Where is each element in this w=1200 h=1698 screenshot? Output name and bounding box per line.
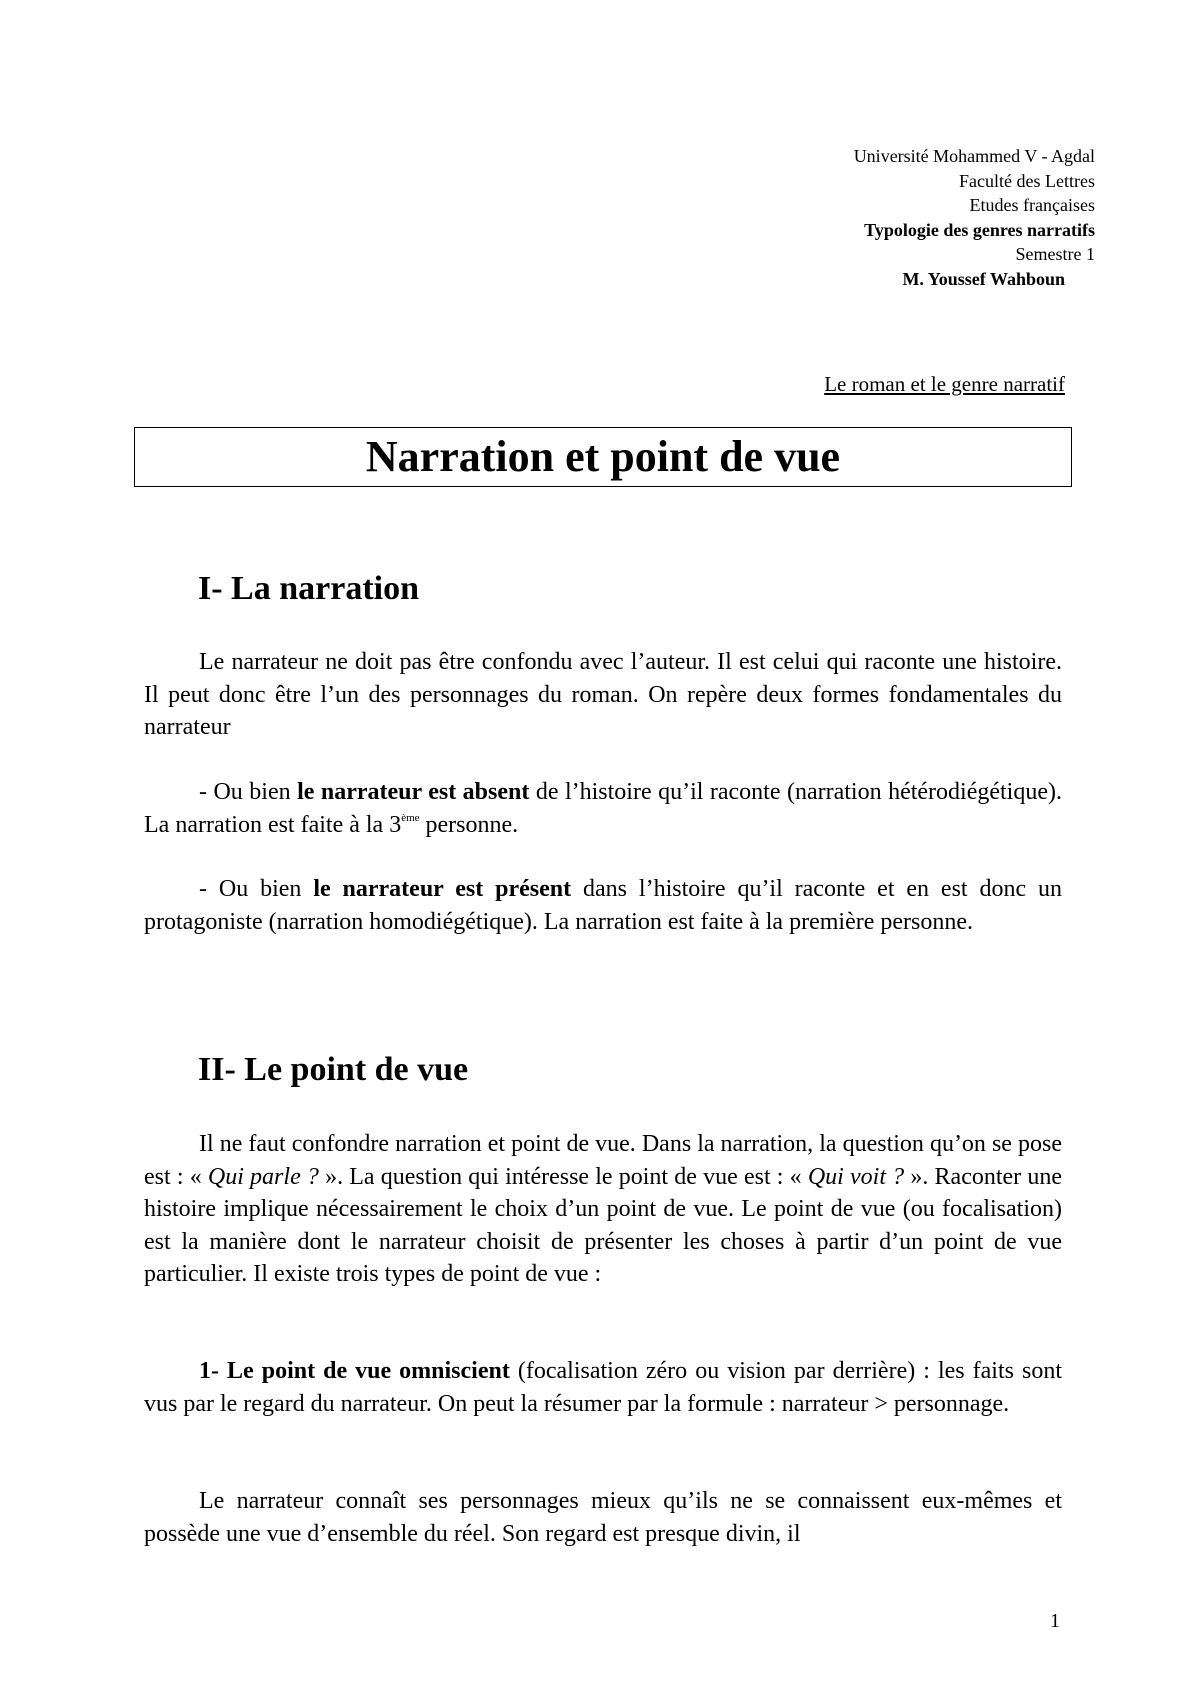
- superscript: ème: [401, 811, 420, 824]
- paragraph-text: ». La question qui intéresse le point de vue est : «: [318, 1163, 808, 1190]
- paragraph-narrator-absent: [144, 776, 1062, 841]
- page-title: Narration et point de vue: [365, 432, 841, 481]
- bold-term: le narrateur est absent: [297, 779, 530, 805]
- university-name: Université Mohammed V - Agdal: [853, 146, 1095, 166]
- paragraph-narration-intro: [144, 646, 1062, 744]
- paragraph-text: - Ou bien: [199, 876, 314, 902]
- course-subtitle-link[interactable]: Le roman et le genre narratif: [824, 372, 1065, 396]
- page-number: 1: [1050, 1610, 1060, 1632]
- paragraph-omniscient: [144, 1355, 1062, 1420]
- paragraph-text: de l’histoire qu’il raconte (narration hétérodiégétique). La narration est faite à la 3: [144, 779, 1062, 838]
- paragraph-text: Il ne faut confondre narration et point de vue. Dans la narration, la question qu’on se pose est : «: [144, 1131, 1062, 1190]
- semester: Semestre 1: [1015, 244, 1095, 264]
- document-header: [854, 144, 1095, 291]
- paragraph-text: personne.: [419, 811, 519, 838]
- department-name: Etudes françaises: [969, 195, 1095, 215]
- paragraph-text: - Ou bien: [199, 779, 298, 805]
- paragraph-narrator-knowledge: [144, 1485, 1062, 1550]
- section-heading-point-de-vue: II- Le point de vue: [198, 1051, 469, 1088]
- italic-quote: Qui voit ?: [807, 1163, 905, 1190]
- paragraph-text: Le narrateur ne doit pas être confondu avec l’auteur. Il est celui qui raconte une histoire. Il peut donc être l’un des personnages du roman. On repère deux formes fondamentales du narrateur: [144, 649, 1062, 740]
- course-name: Typologie des genres narratifs: [864, 219, 1095, 240]
- title-box: [134, 427, 1072, 487]
- author-name: M. Youssef Wahboun: [902, 268, 1065, 289]
- italic-quote: Qui parle ?: [207, 1163, 319, 1190]
- faculty-name: Faculté des Lettres: [959, 170, 1095, 191]
- paragraph-text: dans l’histoire qu’il raconte et en est donc un protagoniste (narration homodiégétique). La narration est faite à la première personne.: [144, 876, 1062, 935]
- bold-term: le narrateur est présent: [313, 876, 572, 902]
- section-heading-narration: I- La narration: [198, 570, 419, 607]
- paragraph-text: ». Raconter une histoire implique nécessairement le choix d’un point de vue. Le point de vue (ou focalisation) est la manière dont le narrateur choisit de présenter les choses à partir d’un point de vue particulier. Il existe trois types de point de vue :: [144, 1163, 1063, 1287]
- paragraph-narrator-present: [144, 873, 1062, 938]
- bold-term: 1- Le point de vue omniscient: [199, 1358, 510, 1384]
- paragraph-text: (focalisation zéro ou vision par derrière) : les faits sont vus par le regard du narrateur. On peut la résumer par la formule : narrateur > personnage.: [144, 1358, 1062, 1417]
- paragraph-point-de-vue-intro: [144, 1128, 1062, 1291]
- paragraph-text: Le narrateur connaît ses personnages mieux qu’ils ne se connaissent eux-mêmes et possède une vue d’ensemble du réel. Son regard est presque divin, il: [144, 1488, 1062, 1547]
